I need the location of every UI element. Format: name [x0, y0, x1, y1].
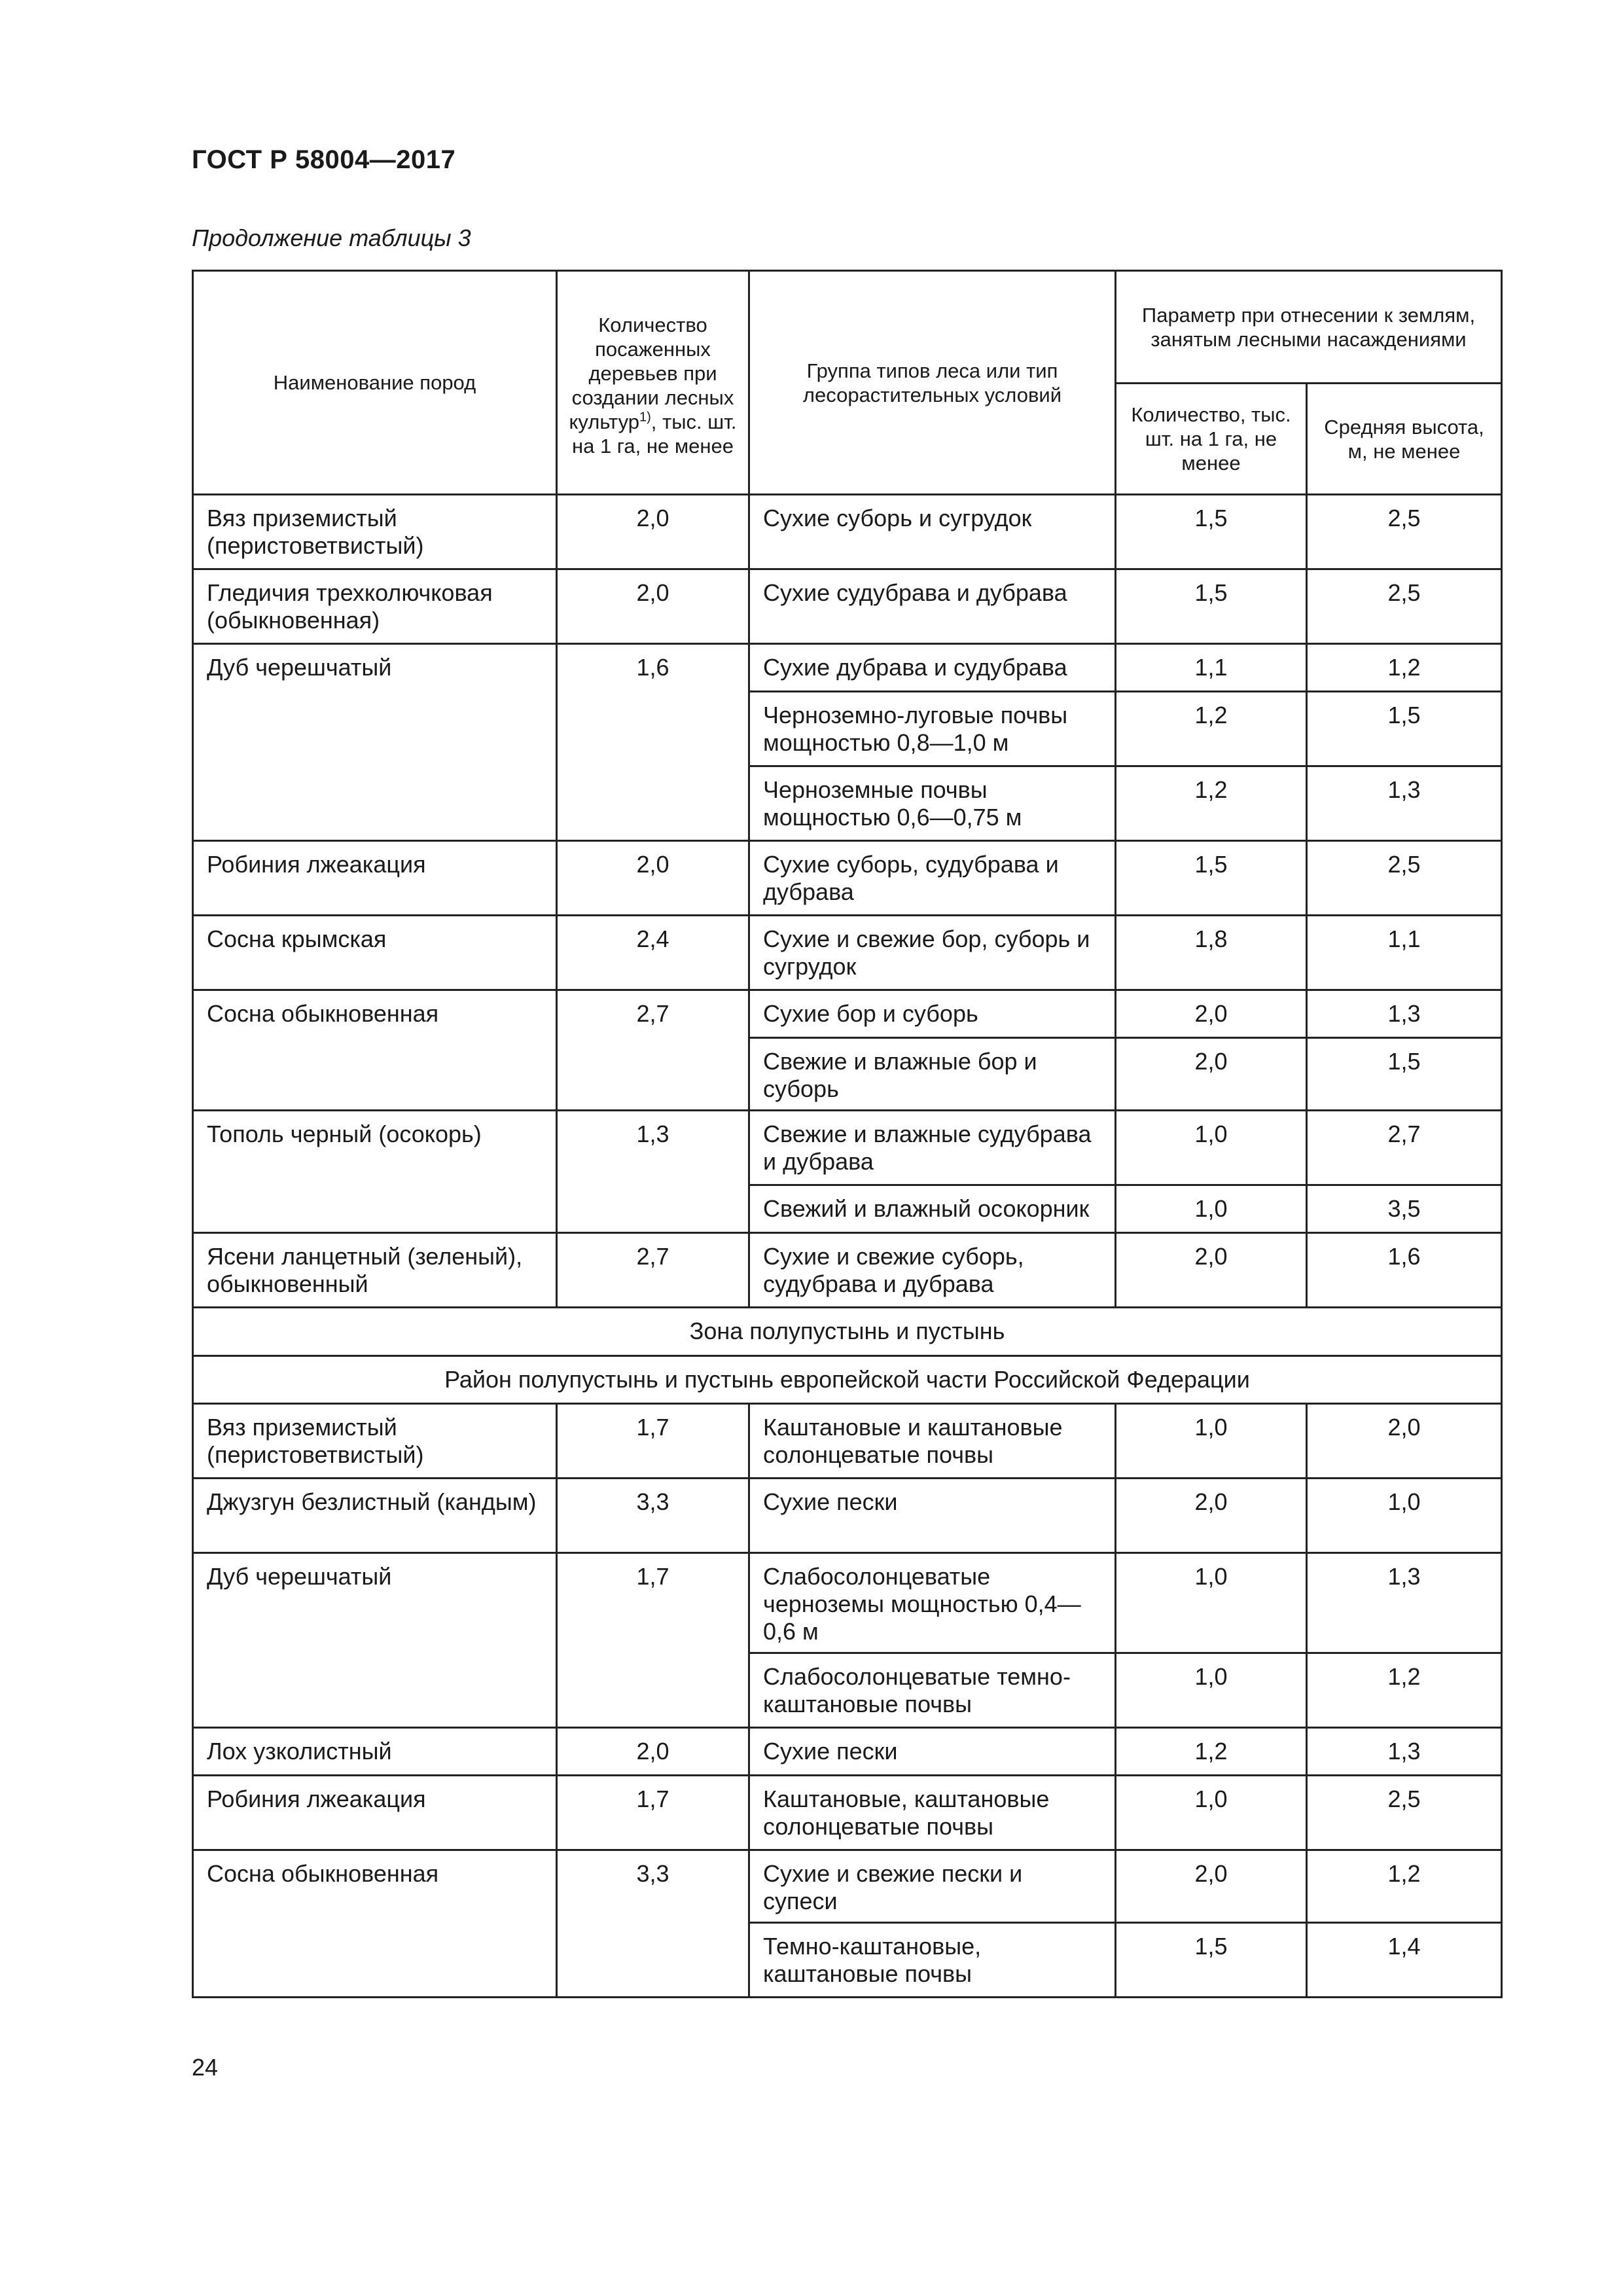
- param-count-cell: 1,0: [1116, 1776, 1307, 1850]
- breed-cell: Тополь черный (осокорь): [193, 1111, 557, 1233]
- param-count-cell: 2,0: [1116, 990, 1307, 1038]
- param-count-cell: 1,5: [1116, 841, 1307, 916]
- table-body-part1: [193, 495, 1502, 1308]
- table-row: [193, 916, 1502, 990]
- planted-count-cell: 3,3: [557, 1850, 749, 1998]
- table-header: [193, 271, 1502, 495]
- table-row: [193, 990, 1502, 1038]
- param-height-cell: 1,0: [1307, 1479, 1502, 1553]
- breed-cell: Лох узколистный: [193, 1728, 557, 1776]
- param-height-cell: 2,5: [1307, 569, 1502, 644]
- param-count-cell: 1,5: [1116, 569, 1307, 644]
- breed-cell: Вяз приземистый (перистоветвистый): [193, 495, 557, 569]
- breed-cell: Дуб черешчатый: [193, 1553, 557, 1728]
- param-height-cell: 1,5: [1307, 692, 1502, 766]
- table-caption: Продолжение таблицы 3: [192, 224, 471, 251]
- breed-cell: Джузгун безлистный (кандым): [193, 1479, 557, 1553]
- param-count-cell: 1,0: [1116, 1111, 1307, 1185]
- forest-group-cell: Сухие суборь и сугрудок: [749, 495, 1116, 569]
- planted-count-cell: 1,6: [557, 644, 749, 841]
- param-count-cell: 1,5: [1116, 1923, 1307, 1998]
- param-height-cell: 2,5: [1307, 841, 1502, 916]
- table-row: [193, 841, 1502, 916]
- planted-count-cell: 1,3: [557, 1111, 749, 1233]
- param-height-cell: 1,2: [1307, 1850, 1502, 1923]
- table-row: [193, 644, 1502, 692]
- planted-count-cell: 2,0: [557, 1728, 749, 1776]
- forest-group-cell: Сухие суборь, судубрава и дубрава: [749, 841, 1116, 916]
- param-height-cell: 1,2: [1307, 644, 1502, 692]
- forest-group-cell: Темно-каштановые, каштановые почвы: [749, 1923, 1116, 1998]
- breed-cell: Ясени ланцетный (зеленый), обыкновенный: [193, 1233, 557, 1308]
- forest-group-cell: Каштановые и каштановые солонцеватые почвы: [749, 1404, 1116, 1479]
- breed-cell: Гледичия трехколючковая (обыкновенная): [193, 569, 557, 644]
- param-count-cell: 1,0: [1116, 1404, 1307, 1479]
- forest-group-cell: Черноземные почвы мощностью 0,6—0,75 м: [749, 766, 1116, 841]
- forest-group-cell: Сухие и свежие пески и супеси: [749, 1850, 1116, 1923]
- table-row: [193, 495, 1502, 569]
- breed-cell: Сосна крымская: [193, 916, 557, 990]
- planted-count-cell: 2,7: [557, 1233, 749, 1308]
- breed-cell: Вяз приземистый (перистоветвистый): [193, 1404, 557, 1479]
- header-forest-group: Группа типов леса или тип лесорастительных условий: [749, 271, 1116, 495]
- param-count-cell: 2,0: [1116, 1233, 1307, 1308]
- param-height-cell: 2,5: [1307, 495, 1502, 569]
- table-row: [193, 1233, 1502, 1308]
- param-height-cell: 1,3: [1307, 1728, 1502, 1776]
- param-height-cell: 1,3: [1307, 990, 1502, 1038]
- forest-group-cell: Слабосолонцеватые темно-каштановые почвы: [749, 1653, 1116, 1728]
- param-height-cell: 1,5: [1307, 1038, 1502, 1111]
- forest-group-cell: Сухие дубрава и судубрава: [749, 644, 1116, 692]
- planted-count-cell: 2,0: [557, 569, 749, 644]
- table-body-part2: [193, 1404, 1502, 1998]
- header-planted-count-text: Количество посаженных деревьев при создании лесных культур: [569, 313, 734, 433]
- param-count-cell: 2,0: [1116, 1479, 1307, 1553]
- param-count-cell: 2,0: [1116, 1850, 1307, 1923]
- param-count-cell: 1,2: [1116, 692, 1307, 766]
- param-height-cell: 1,3: [1307, 1553, 1502, 1653]
- table-row: [193, 1850, 1502, 1923]
- forest-group-cell: Каштановые, каштановые солонцеватые почвы: [749, 1776, 1116, 1850]
- param-count-cell: 1,0: [1116, 1653, 1307, 1728]
- forest-group-cell: Свежие и влажные бор и суборь: [749, 1038, 1116, 1111]
- page-number: 24: [192, 2054, 219, 2081]
- planted-count-cell: 2,0: [557, 841, 749, 916]
- breed-cell: Робиния лжеакация: [193, 841, 557, 916]
- planted-count-cell: 2,7: [557, 990, 749, 1111]
- param-count-cell: 1,8: [1116, 916, 1307, 990]
- param-height-cell: 1,4: [1307, 1923, 1502, 1998]
- breed-cell: Сосна обыкновенная: [193, 1850, 557, 1998]
- breed-cell: Робиния лжеакация: [193, 1776, 557, 1850]
- param-height-cell: 1,3: [1307, 766, 1502, 841]
- forest-group-cell: Сухие пески: [749, 1728, 1116, 1776]
- param-height-cell: 1,6: [1307, 1233, 1502, 1308]
- planted-count-cell: 1,7: [557, 1776, 749, 1850]
- param-height-cell: 1,2: [1307, 1653, 1502, 1728]
- param-count-cell: 1,0: [1116, 1553, 1307, 1653]
- header-planted-count: [557, 271, 749, 495]
- forest-group-cell: Сухие бор и суборь: [749, 990, 1116, 1038]
- table-row: [193, 1111, 1502, 1185]
- table-row: [193, 569, 1502, 644]
- param-height-cell: 2,0: [1307, 1404, 1502, 1479]
- planted-count-cell: 2,4: [557, 916, 749, 990]
- forest-group-cell: Сухие пески: [749, 1479, 1116, 1553]
- header-breed: Наименование пород: [193, 271, 557, 495]
- header-param-count: Количество, тыс. шт. на 1 га, не менее: [1116, 384, 1307, 495]
- header-param-height: Средняя высота, м, не менее: [1307, 384, 1502, 495]
- param-count-cell: 2,0: [1116, 1038, 1307, 1111]
- table-row: [193, 1479, 1502, 1553]
- region-title: Район полупустынь и пустынь европейской части Российской Федерации: [193, 1356, 1502, 1404]
- param-count-cell: 1,2: [1116, 766, 1307, 841]
- forest-group-cell: Свежий и влажный осокорник: [749, 1185, 1116, 1233]
- param-count-cell: 1,5: [1116, 495, 1307, 569]
- header-planted-count-unit: , тыс. шт. на 1 га, не менее: [571, 410, 737, 457]
- table-row: [193, 1728, 1502, 1776]
- table-row: [193, 1553, 1502, 1653]
- param-height-cell: 1,1: [1307, 916, 1502, 990]
- param-height-cell: 3,5: [1307, 1185, 1502, 1233]
- param-count-cell: 1,1: [1116, 644, 1307, 692]
- param-count-cell: 1,0: [1116, 1185, 1307, 1233]
- param-height-cell: 2,5: [1307, 1776, 1502, 1850]
- forest-standards-table: [192, 270, 1503, 1998]
- header-parameter-group: Параметр при отнесении к землям, занятым лесными насаждениями: [1116, 271, 1502, 384]
- param-height-cell: 2,7: [1307, 1111, 1502, 1185]
- table-zone-section: [193, 1308, 1502, 1404]
- forest-group-cell: Слабосолонцеватые черноземы мощностью 0,4—0,6 м: [749, 1553, 1116, 1653]
- forest-group-cell: Черноземно-луговые почвы мощностью 0,8—1,0 м: [749, 692, 1116, 766]
- forest-group-cell: Сухие и свежие суборь, судубрава и дубрава: [749, 1233, 1116, 1308]
- param-count-cell: 1,2: [1116, 1728, 1307, 1776]
- planted-count-cell: 1,7: [557, 1404, 749, 1479]
- breed-cell: Дуб черешчатый: [193, 644, 557, 841]
- planted-count-cell: 3,3: [557, 1479, 749, 1553]
- zone-title: Зона полупустынь и пустынь: [193, 1308, 1502, 1356]
- footnote-marker: 1): [639, 410, 651, 425]
- breed-cell: Сосна обыкновенная: [193, 990, 557, 1111]
- forest-group-cell: Сухие и свежие бор, суборь и сугрудок: [749, 916, 1116, 990]
- forest-group-cell: Сухие судубрава и дубрава: [749, 569, 1116, 644]
- table-row: [193, 1404, 1502, 1479]
- planted-count-cell: 1,7: [557, 1553, 749, 1728]
- table-row: [193, 1776, 1502, 1850]
- planted-count-cell: 2,0: [557, 495, 749, 569]
- document-code: ГОСТ Р 58004—2017: [192, 145, 456, 174]
- forest-group-cell: Свежие и влажные судубрава и дубрава: [749, 1111, 1116, 1185]
